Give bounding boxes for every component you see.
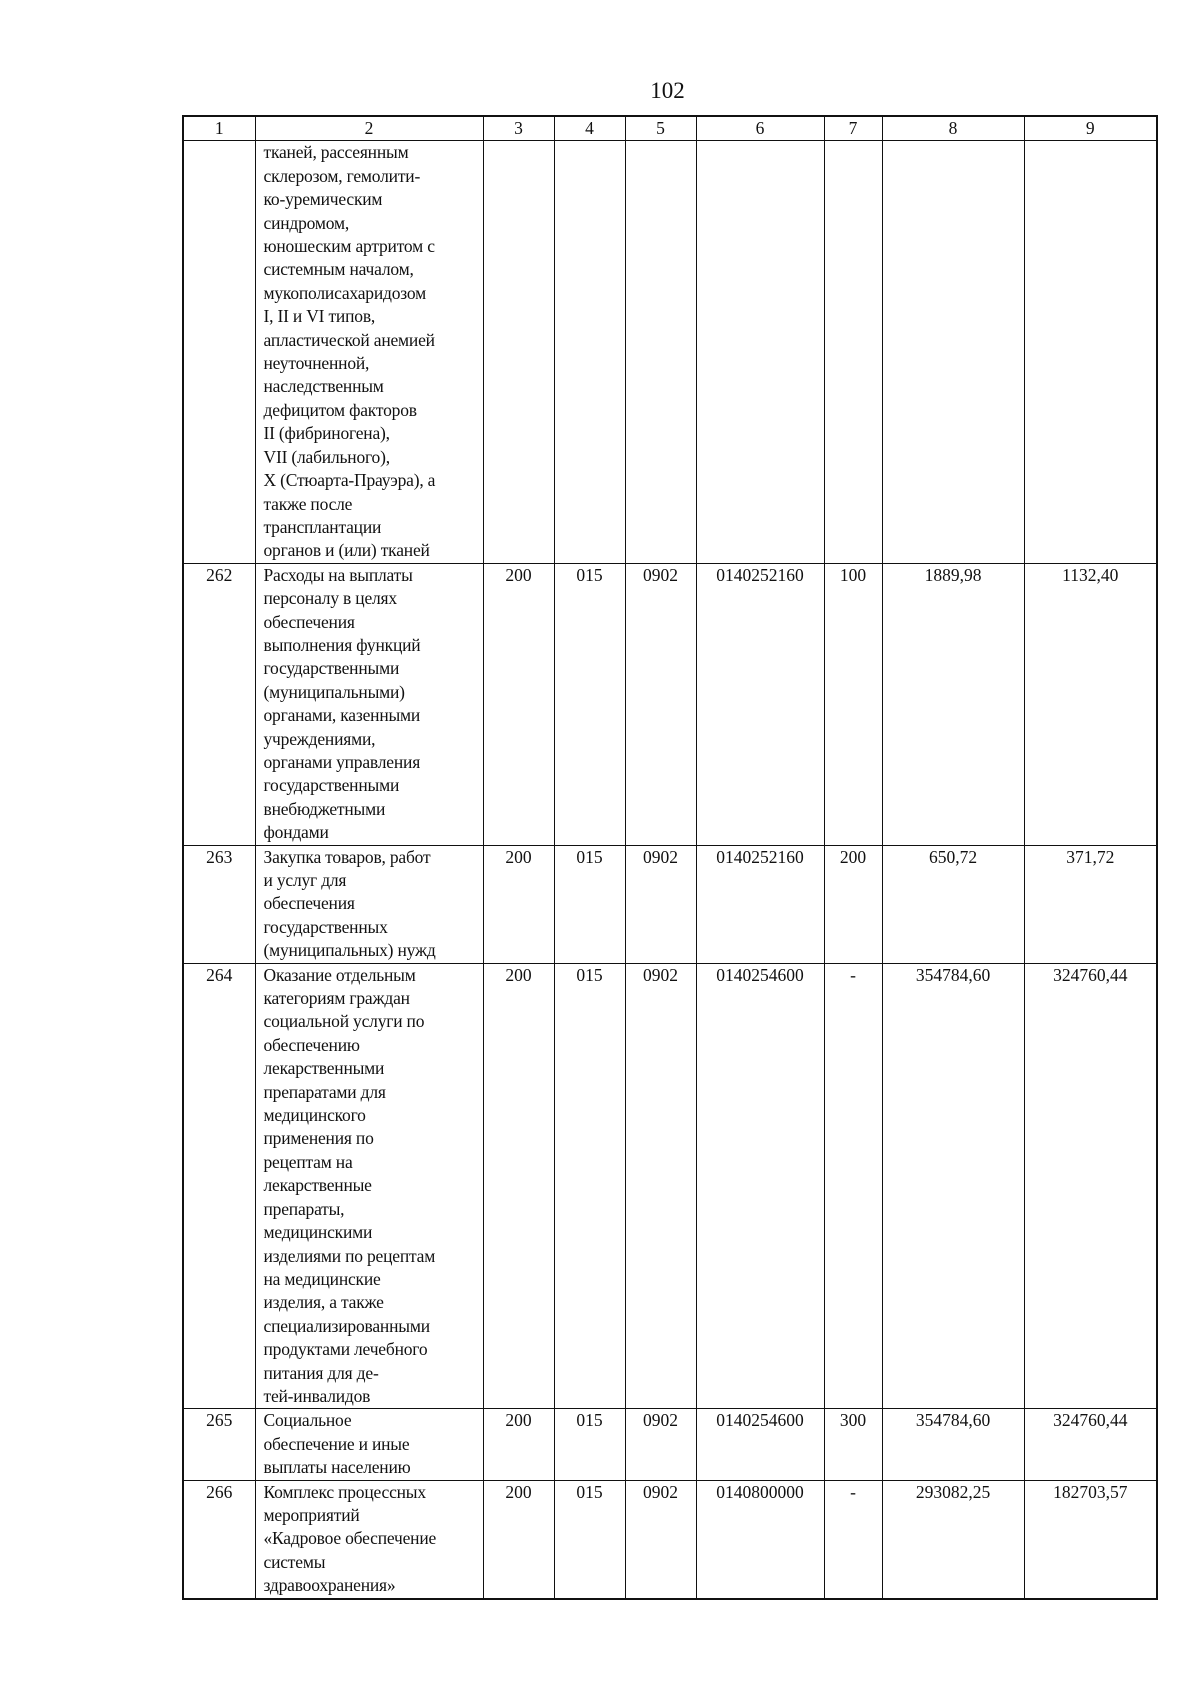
amount-cell-8: 1889,98 <box>882 563 1024 845</box>
code-cell-3: 200 <box>483 1409 554 1480</box>
code-cell-5: 0902 <box>625 1480 696 1599</box>
name-line: персоналу в целях <box>263 588 397 609</box>
name-line: (муниципальными) <box>263 681 405 702</box>
code-cell-6: 0140252160 <box>696 563 824 845</box>
table-row <box>183 141 1157 563</box>
code-cell-3: 200 <box>483 845 554 963</box>
name-line: социальной услуги по <box>263 1011 425 1032</box>
table-row <box>183 563 1157 845</box>
table-row <box>183 845 1157 963</box>
header-cell: 4 <box>554 116 625 141</box>
name-line: «Кадровое обеспечение <box>263 1528 437 1549</box>
amount-cell-9: 1132,40 <box>1024 563 1157 845</box>
code-cell-6: 0140252160 <box>696 845 824 963</box>
row-name-cell <box>255 963 483 1409</box>
name-line: препараты, <box>263 1198 345 1219</box>
table-row <box>183 963 1157 1409</box>
amount-cell-9: 324760,44 <box>1024 963 1157 1409</box>
name-line: также после <box>263 493 353 514</box>
name-line: системным началом, <box>263 259 414 280</box>
code-cell-7 <box>824 141 882 563</box>
name-line: питания для де- <box>263 1362 379 1383</box>
name-line: склерозом, гемолити- <box>263 165 421 186</box>
code-cell-4: 015 <box>554 845 625 963</box>
code-cell-6 <box>696 141 824 563</box>
code-cell-3: 200 <box>483 1480 554 1599</box>
name-line: категориям граждан <box>263 988 410 1009</box>
code-cell-3: 200 <box>483 563 554 845</box>
name-line: органами, казенными <box>263 705 421 726</box>
code-cell-5 <box>625 141 696 563</box>
amount-cell-8: 650,72 <box>882 845 1024 963</box>
name-line: органов и (или) тканей <box>263 540 430 561</box>
header-row <box>183 116 1157 141</box>
name-line: изделия, а также <box>263 1292 384 1313</box>
header-cell: 1 <box>183 116 255 141</box>
code-cell-5: 0902 <box>625 963 696 1409</box>
name-line: ко-уремическим <box>263 189 383 210</box>
name-line: лекарственными <box>263 1058 385 1079</box>
name-line: апластической анемией <box>263 329 435 350</box>
name-line: Социальное <box>263 1410 352 1431</box>
code-cell-4: 015 <box>554 963 625 1409</box>
row-number-cell: 263 <box>183 845 255 963</box>
name-line: государственных <box>263 916 388 937</box>
name-line: медицинскими <box>263 1222 373 1243</box>
amount-cell-9: 371,72 <box>1024 845 1157 963</box>
name-line: препаратами для <box>263 1081 386 1102</box>
table-row <box>183 1480 1157 1599</box>
name-line: юношеским артритом с <box>263 236 435 257</box>
name-line: рецептам на <box>263 1151 353 1172</box>
amount-cell-9 <box>1024 141 1157 563</box>
name-line: X (Стюарта-Прауэра), а <box>263 470 436 491</box>
amount-cell-8: 354784,60 <box>882 963 1024 1409</box>
code-cell-4: 015 <box>554 563 625 845</box>
row-number-cell <box>183 141 255 563</box>
name-line: II (фибриногена), <box>263 423 390 444</box>
code-cell-7: 200 <box>824 845 882 963</box>
header-cell: 9 <box>1024 116 1157 141</box>
row-name-cell <box>255 845 483 963</box>
name-line: обеспечения <box>263 893 355 914</box>
amount-cell-8: 354784,60 <box>882 1409 1024 1480</box>
name-line: наследственным <box>263 376 384 397</box>
row-number-cell: 262 <box>183 563 255 845</box>
row-name-cell <box>255 1409 483 1480</box>
code-cell-5: 0902 <box>625 563 696 845</box>
name-line: изделиями по рецептам <box>263 1245 436 1266</box>
code-cell-7: 100 <box>824 563 882 845</box>
amount-cell-9: 324760,44 <box>1024 1409 1157 1480</box>
header-cell: 2 <box>255 116 483 141</box>
name-line: тей-инвалидов <box>263 1385 371 1406</box>
name-line: трансплантации <box>263 516 382 537</box>
name-line: Закупка товаров, работ <box>263 846 431 867</box>
page-number: 102 <box>650 78 685 103</box>
name-line: применения по <box>263 1128 374 1149</box>
name-line: (муниципальных) нужд <box>263 940 436 961</box>
name-line: дефицитом факторов <box>263 399 417 420</box>
name-line: мукополисахаридозом <box>263 282 426 303</box>
row-name-cell <box>255 141 483 563</box>
name-line: обеспечения <box>263 611 355 632</box>
header-cell: 3 <box>483 116 554 141</box>
name-line: неуточненной, <box>263 353 370 374</box>
code-cell-3 <box>483 141 554 563</box>
row-number-cell: 266 <box>183 1480 255 1599</box>
code-cell-7: - <box>824 1480 882 1599</box>
name-line: фондами <box>263 822 329 843</box>
name-line: VII (лабильного), <box>263 446 390 467</box>
name-line: здравоохранения» <box>263 1575 396 1596</box>
name-line: внебюджетными <box>263 798 386 819</box>
header-cell: 6 <box>696 116 824 141</box>
table-row <box>183 1409 1157 1480</box>
name-line: лекарственные <box>263 1175 372 1196</box>
code-cell-4: 015 <box>554 1480 625 1599</box>
header-cell: 8 <box>882 116 1024 141</box>
name-line: Оказание отдельным <box>263 964 416 985</box>
row-name-cell <box>255 1480 483 1599</box>
name-line: учреждениями, <box>263 728 376 749</box>
row-number-cell: 265 <box>183 1409 255 1480</box>
name-line: органами управления <box>263 751 421 772</box>
name-line: выплаты населению <box>263 1457 411 1478</box>
name-line: продуктами лечебного <box>263 1339 428 1360</box>
code-cell-6: 0140800000 <box>696 1480 824 1599</box>
name-line: синдромом, <box>263 212 350 233</box>
name-line: тканей, рассеянным <box>263 142 409 163</box>
name-line: государственными <box>263 775 400 796</box>
name-line: системы <box>263 1551 326 1572</box>
name-line: специализированными <box>263 1315 430 1336</box>
header-cell: 5 <box>625 116 696 141</box>
amount-cell-8: 293082,25 <box>882 1480 1024 1599</box>
amount-cell-8 <box>882 141 1024 563</box>
code-cell-7: - <box>824 963 882 1409</box>
code-cell-3: 200 <box>483 963 554 1409</box>
name-line: выполнения функций <box>263 634 421 655</box>
name-line: I, II и VI типов, <box>263 306 376 327</box>
name-line: и услуг для <box>263 870 347 890</box>
name-line: обеспечению <box>263 1034 360 1055</box>
code-cell-4: 015 <box>554 1409 625 1480</box>
row-number-cell: 264 <box>183 963 255 1409</box>
name-line: обеспечение и иные <box>263 1433 410 1454</box>
code-cell-4 <box>554 141 625 563</box>
code-cell-5: 0902 <box>625 845 696 963</box>
amount-cell-9: 182703,57 <box>1024 1480 1157 1599</box>
code-cell-7: 300 <box>824 1409 882 1480</box>
name-line: государственными <box>263 658 400 679</box>
budget-table <box>182 115 1158 1600</box>
header-cell: 7 <box>824 116 882 141</box>
code-cell-6: 0140254600 <box>696 1409 824 1480</box>
name-line: мероприятий <box>263 1504 360 1525</box>
name-line: Расходы на выплаты <box>263 564 413 585</box>
name-line: Комплекс процессных <box>263 1481 426 1502</box>
code-cell-6: 0140254600 <box>696 963 824 1409</box>
row-name-cell <box>255 563 483 845</box>
code-cell-5: 0902 <box>625 1409 696 1480</box>
name-line: медицинского <box>263 1105 366 1126</box>
name-line: на медицинские <box>263 1268 381 1289</box>
table-body <box>183 141 1157 1599</box>
